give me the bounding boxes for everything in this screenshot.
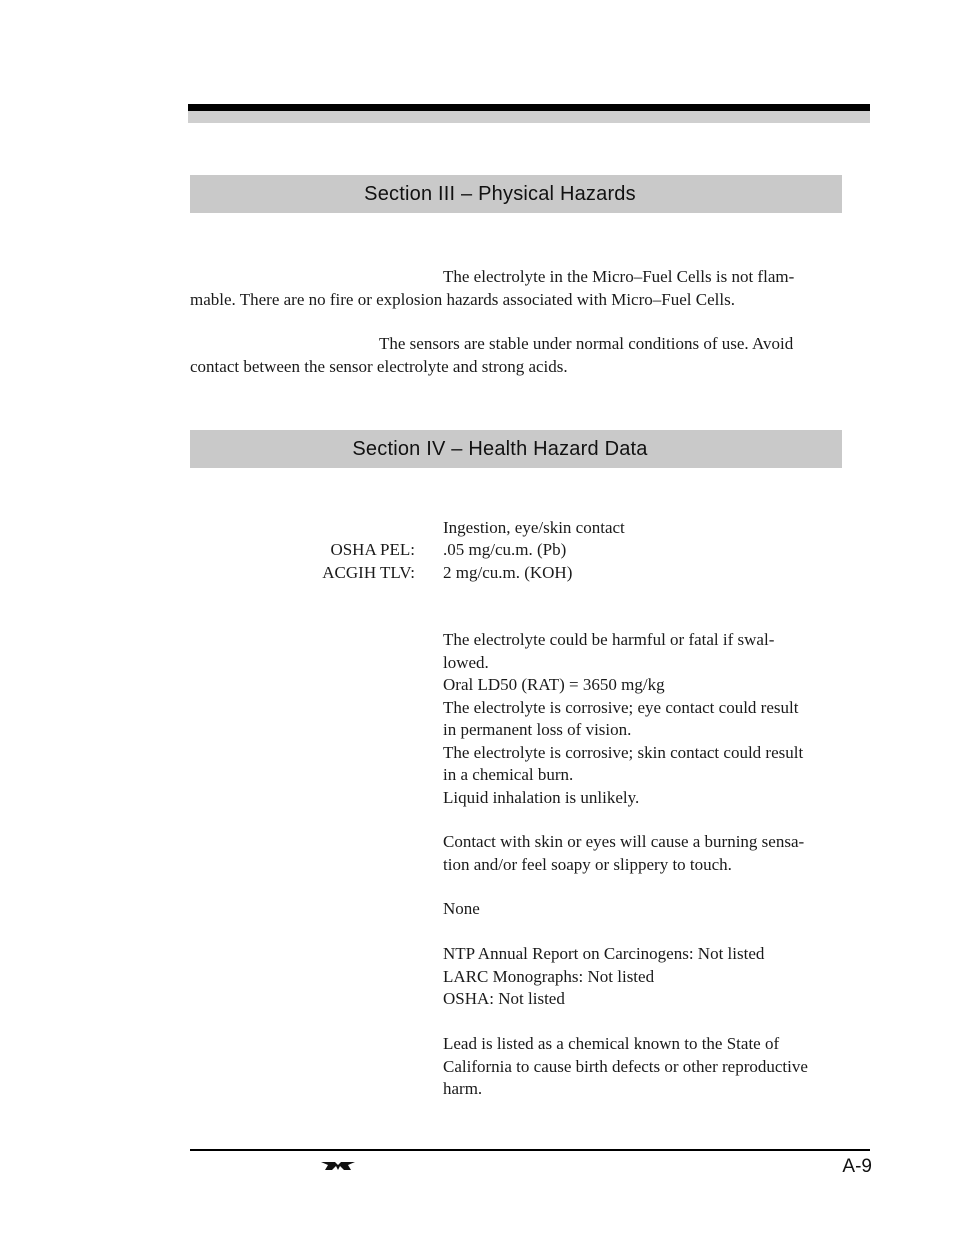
- effects-line: Oral LD50 (RAT) = 3650 mg/kg: [443, 675, 665, 694]
- effects-line: lowed.: [443, 652, 489, 672]
- section-iv-title: Section IV – Health Hazard Data: [352, 437, 648, 460]
- footer-rule: [190, 1149, 870, 1151]
- signs-line: Contact with skin or eyes will cause a burning sensa-: [443, 832, 805, 851]
- fire-explosion-paragraph: [190, 266, 835, 311]
- acgih-tlv-value: 2 mg/cu.m. (KOH): [443, 562, 573, 582]
- effects-line: in a chemical burn.: [443, 765, 574, 784]
- effects-line: The electrolyte is corrosive; skin contact could result: [443, 742, 804, 762]
- effects-line: Liquid inhalation is unlikely.: [443, 787, 640, 807]
- aggravated-conditions-value: None: [443, 899, 480, 918]
- fire-line-1: The electrolyte in the Micro–Fuel Cells is not flam-: [443, 267, 795, 286]
- aggravated-conditions: [443, 898, 843, 921]
- prop65-line: California to cause birth defects or other reproductive: [443, 1056, 808, 1076]
- effects-line: The electrolyte is corrosive; eye contact could result: [443, 697, 799, 717]
- acgih-tlv-label: ACGIH TLV:: [322, 562, 415, 582]
- section-iii-title: Section III – Physical Hazards: [364, 182, 636, 205]
- section-iii-header: [190, 175, 842, 213]
- teledyne-logo-icon: [320, 1160, 356, 1172]
- stability-line-2: contact between the sensor electrolyte and strong acids.: [190, 356, 568, 376]
- osha-pel-value: .05 mg/cu.m. (Pb): [443, 540, 567, 559]
- prop65-line: harm.: [443, 1079, 483, 1098]
- osha-pel-label: OSHA PEL:: [330, 540, 415, 559]
- carcinogenicity: [443, 943, 843, 1011]
- carcinogenicity-line: OSHA: Not listed: [443, 989, 565, 1008]
- fire-line-2: mable. There are no fire or explosion hazards associated with Micro–Fuel Cells.: [190, 289, 735, 309]
- effects-of-overexposure: [443, 629, 843, 809]
- signs-and-symptoms: [443, 831, 843, 876]
- signs-line: tion and/or feel soapy or slippery to touch.: [443, 854, 732, 874]
- routes-of-entry: [443, 517, 843, 540]
- carcinogenicity-line: LARC Monographs: Not listed: [443, 966, 655, 986]
- prop65-line: Lead is listed as a chemical known to the State of: [443, 1034, 780, 1053]
- header-rule-grey: [188, 111, 870, 123]
- exposure-limit-labels: [250, 539, 415, 584]
- prop65-statement: [443, 1033, 843, 1101]
- effects-line: The electrolyte could be harmful or fatal if swal-: [443, 630, 775, 649]
- carcinogenicity-line: NTP Annual Report on Carcinogens: Not listed: [443, 944, 765, 963]
- section-iv-header: [190, 430, 842, 468]
- page-number: A-9: [842, 1156, 872, 1177]
- stability-line-1: The sensors are stable under normal conditions of use. Avoid: [379, 334, 794, 353]
- routes-of-entry-value: Ingestion, eye/skin contact: [443, 518, 625, 537]
- stability-paragraph: [190, 333, 835, 378]
- effects-line: in permanent loss of vision.: [443, 720, 632, 739]
- header-rule-black: [188, 104, 870, 111]
- exposure-limit-values: [443, 539, 843, 584]
